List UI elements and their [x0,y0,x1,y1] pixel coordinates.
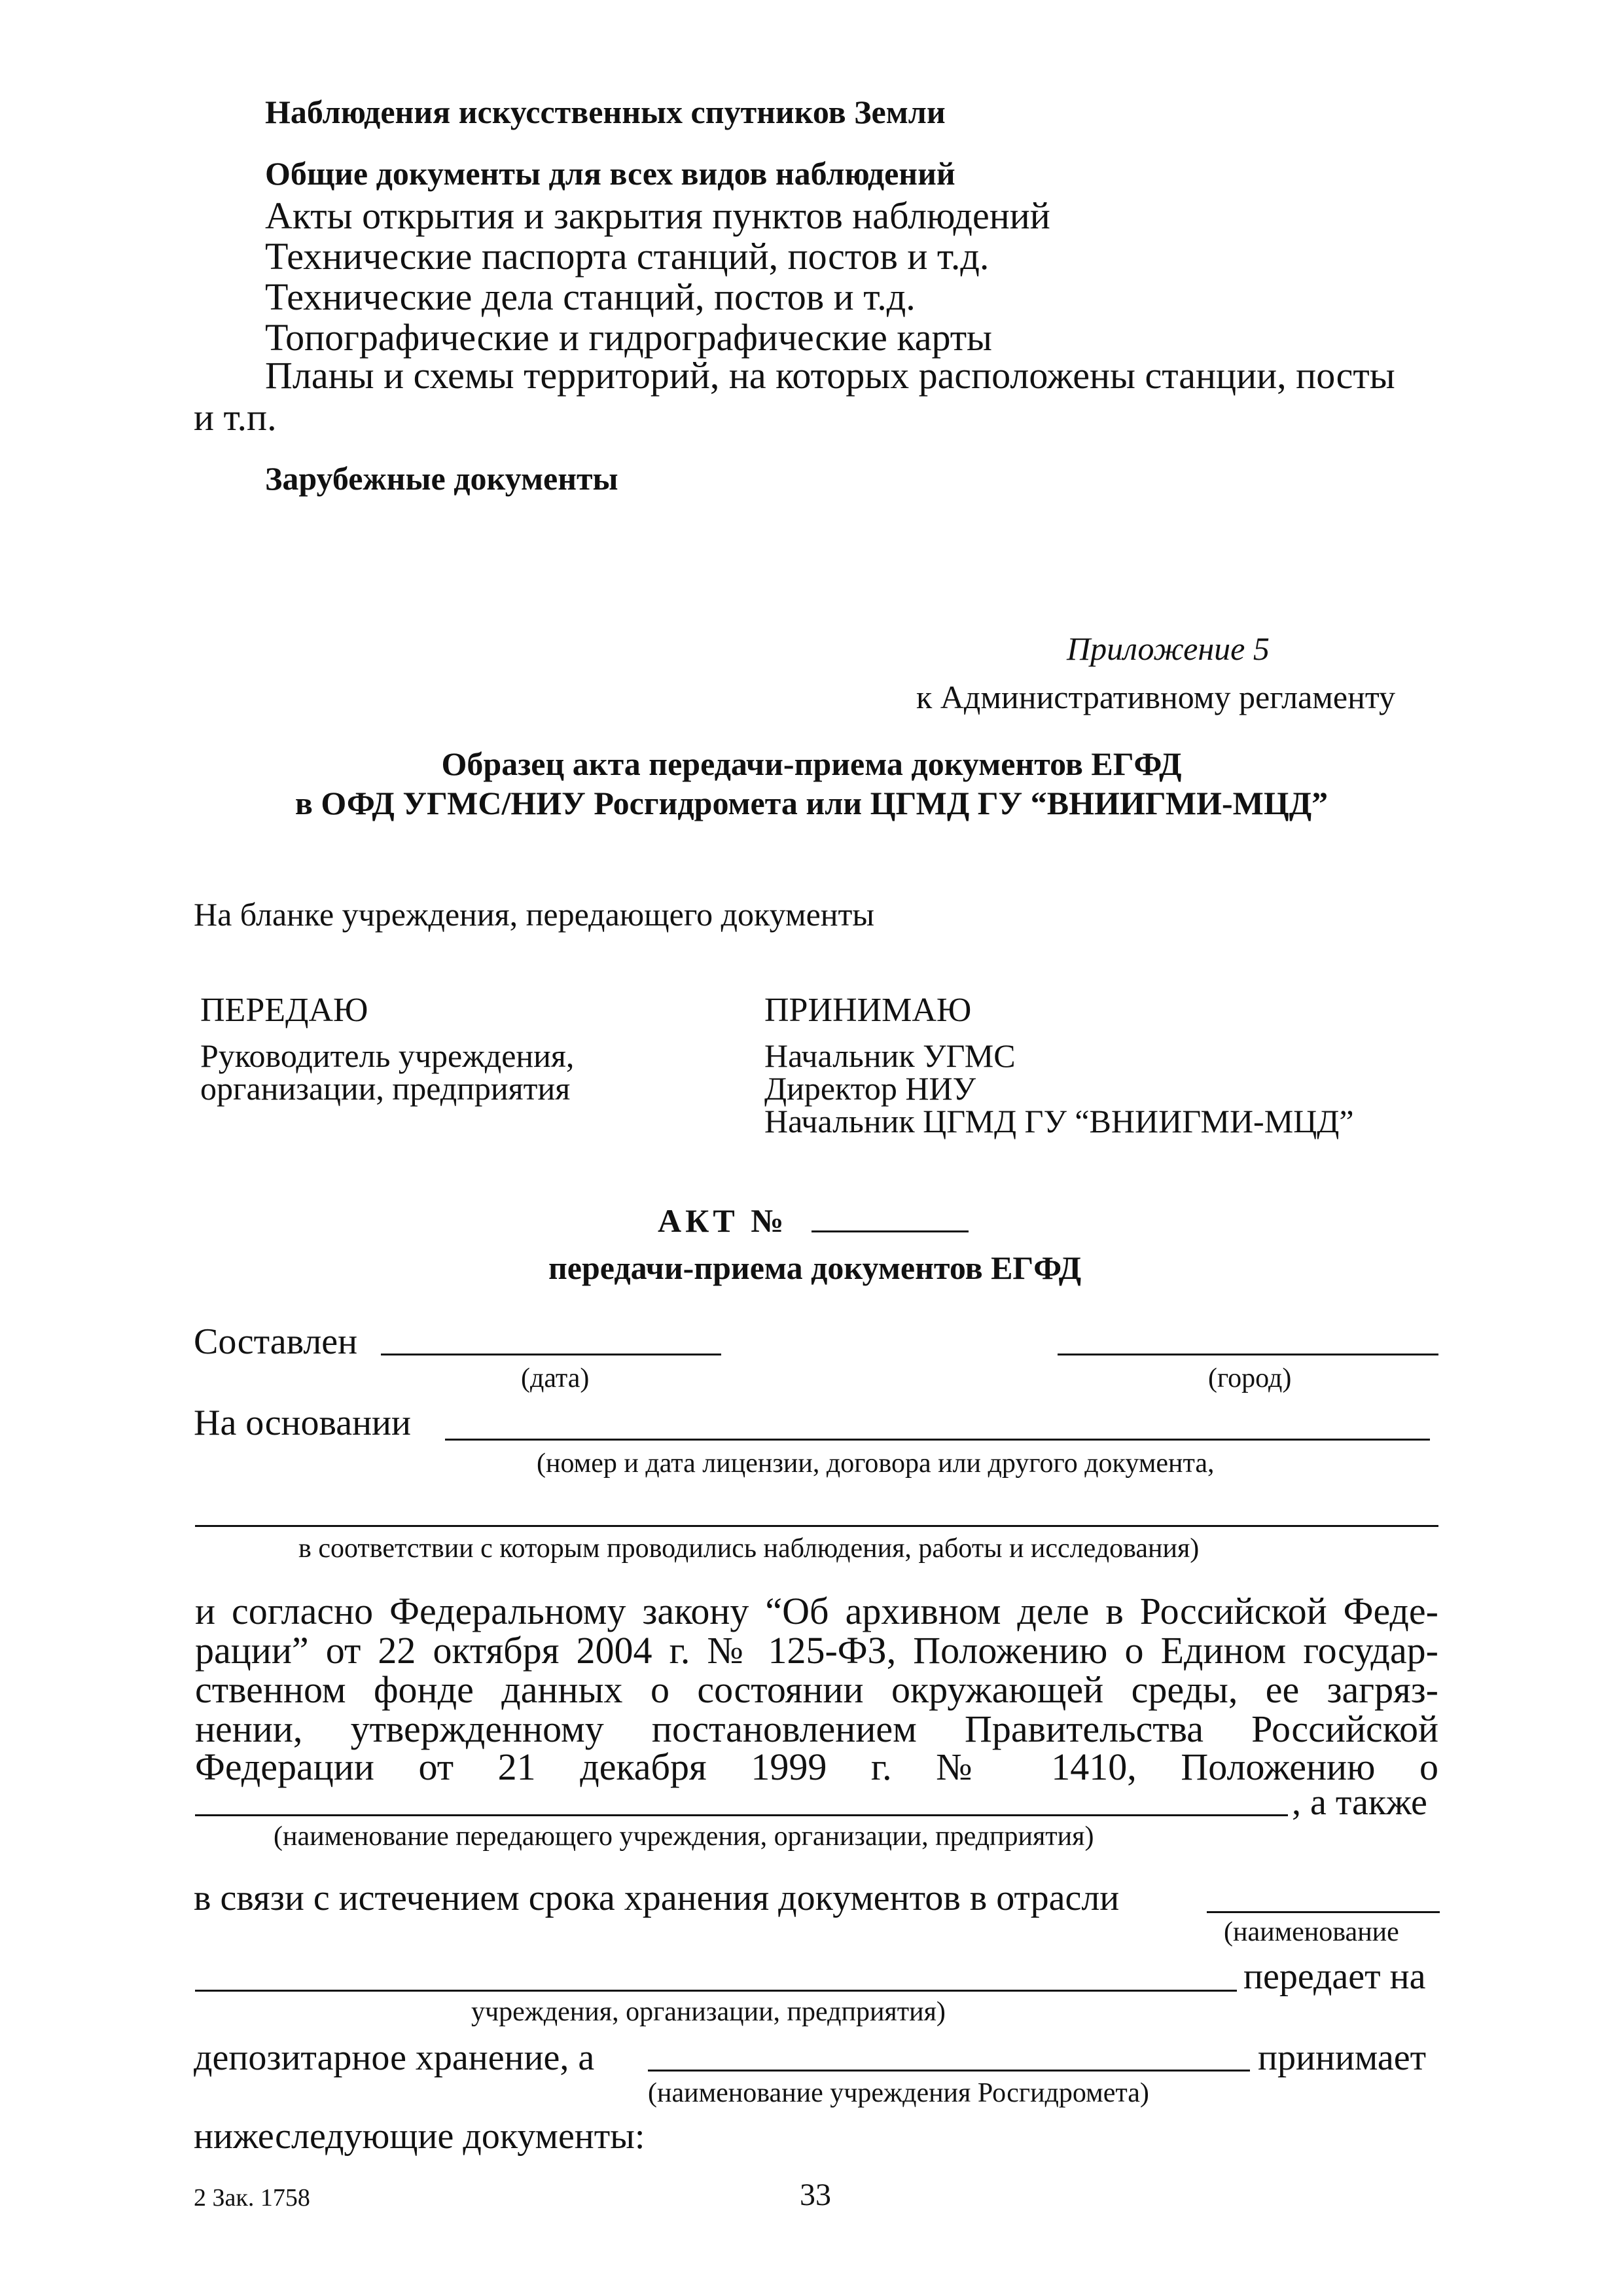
order-number: 2 Зак. 1758 [194,2184,310,2212]
date-field[interactable] [381,1354,721,1355]
accept-title: ПРИНИМАЮ [764,992,972,1029]
heading-foreign-documents: Зарубежные документы [265,460,618,497]
act-title: АКТ № [658,1202,788,1239]
accept-line: Начальник ЦГМД ГУ “ВНИИГМИ-МЦД” [764,1103,1354,1139]
blank-note: На бланке учреждения, передающего документы [194,896,874,933]
deposit-text: депозитарное хранение, а [194,2037,595,2078]
list-item: Топографические и гидрографические карты [265,316,993,359]
law-line: Федерации от 21 декабря 1999 г. № 1410, Положению о [195,1746,1438,1788]
appendix-label: Приложение 5 [1067,630,1270,667]
sample-title-line1: Образец акта передачи-приема документов ЕГФД [441,745,1182,782]
list-item-plans: Планы и схемы территорий, на которых расположены станции, посты [265,354,1395,397]
accepts-text: принимает [1258,2037,1427,2078]
transfer-line: Руководитель учреждения, [200,1037,575,1074]
accept-line: Директор НИУ [764,1070,976,1107]
expiry-text: в связи с истечением срока хранения документов в отрасли [194,1878,1120,1918]
law-line: и согласно Федеральному закону “Об архивном деле в Российской Феде- [195,1590,1438,1632]
roshydromet-institution-field[interactable] [648,2070,1250,2072]
basis-label: На основании [194,1403,411,1443]
accept-line: Начальник УГМС [764,1037,1016,1074]
basis-hint-cont: в соответствии с которым проводились наблюдения, работы и исследования) [298,1534,1200,1564]
law-line: рации” от 22 октября 2004 г. № 125-ФЗ, Положению о Едином государ- [195,1629,1438,1672]
basis-field[interactable] [445,1439,1430,1441]
institution-hint: учреждения, организации, предприятия) [471,1997,946,2027]
composed-label: Составлен [194,1321,358,1362]
following-documents-text: нижеследующие документы: [194,2116,645,2157]
appendix-regulation: к Административному регламенту [916,679,1396,715]
basis-hint: (номер и дата лицензии, договора или другого документа, [537,1448,1215,1479]
city-hint: (город) [1208,1363,1292,1393]
organization-field[interactable] [195,1814,1288,1816]
city-field[interactable] [1058,1354,1438,1355]
also-text: , а также [1292,1782,1427,1823]
name-hint: (наименование [1224,1917,1399,1947]
act-number-field[interactable] [812,1230,969,1232]
industry-field[interactable] [1207,1911,1440,1913]
transfer-title: ПЕРЕДАЮ [200,992,368,1029]
list-item: Технические паспорта станций, постов и т.д. [265,235,990,278]
sample-title-line2: в ОФД УГМС/НИУ Росгидромета или ЦГМД ГУ “ВНИИГМИ-МЦД” [294,785,1329,821]
law-line: ственном фонде данных о состоянии окружающей среды, ее загряз- [195,1668,1438,1711]
transfer-line: организации, предприятия [200,1070,571,1107]
page-number: 33 [800,2178,831,2212]
list-item: Акты открытия и закрытия пунктов наблюдений [265,194,1050,237]
basis-field-cont[interactable] [195,1525,1438,1527]
list-item: Технические дела станций, постов и т.д. [265,276,916,318]
act-subtitle: передачи-приема документов ЕГФД [548,1249,1082,1286]
transfers-to-text: передает на [1243,1956,1426,1997]
heading-general-documents: Общие документы для всех видов наблюдений [265,155,955,192]
roshydromet-hint: (наименование учреждения Росгидромета) [648,2078,1149,2108]
institution-field[interactable] [195,1990,1237,1992]
date-hint: (дата) [521,1363,590,1393]
organization-hint: (наименование передающего учреждения, организации, предприятия) [274,1821,1094,1852]
law-line: нении, утвержденному постановлением Правительства Российской [195,1708,1438,1750]
list-item-plans-cont: и т.п. [194,396,277,439]
heading-satellites: Наблюдения искусственных спутников Земли [265,94,946,130]
